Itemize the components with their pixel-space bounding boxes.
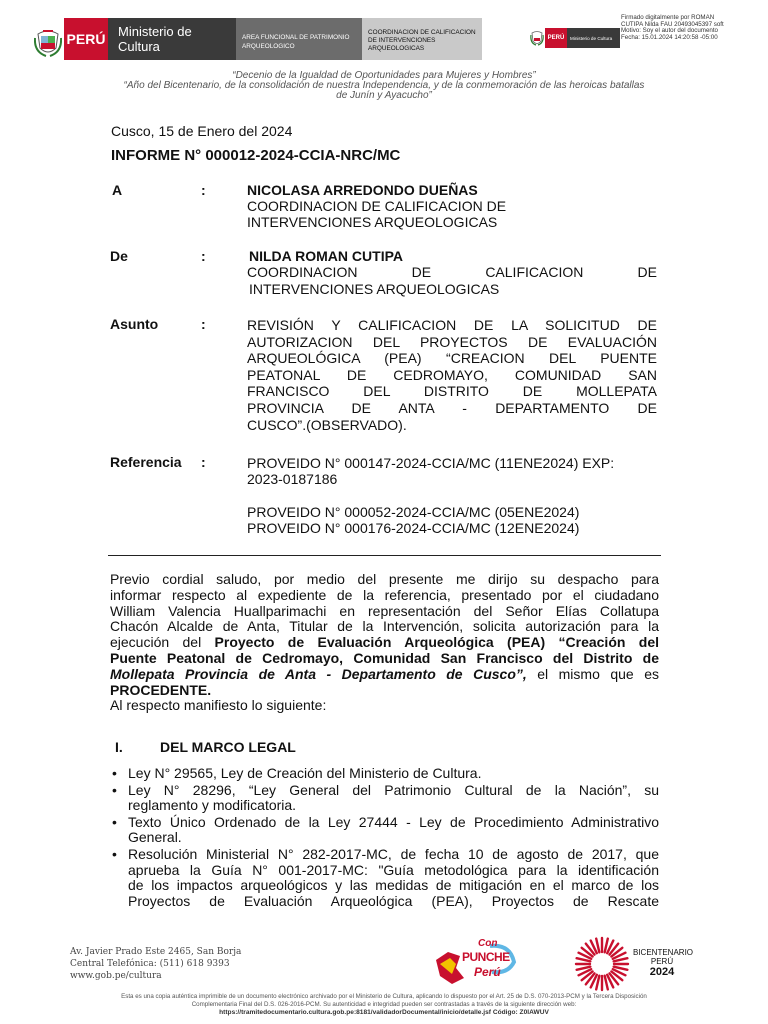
con-punche-peru-logo — [430, 938, 520, 990]
project-name-line: Puente Peatonal de Cedromayo, Comunidad San Francisco del Distrito de — [110, 649, 659, 666]
logo-text-punche: PUNCHE — [462, 950, 510, 964]
slogan-line-1: “Decenio de la Igualdad de Oportunidades para Mujeres y Hombres” — [232, 70, 536, 81]
report-title: INFORME N° 000012-2024-CCIA-NRC/MC — [111, 147, 401, 164]
signature-line: CUTIPA Nilda FAU 20493045397 soft — [621, 20, 724, 28]
reference-colon: : — [201, 454, 206, 470]
subject-text — [247, 317, 657, 433]
paragraph-line: Previo cordial saludo, por medio del presente me dirijo su despacho para — [110, 571, 659, 587]
peru-coat-of-arms-icon — [34, 26, 62, 58]
list-item-text: de los impactos arqueológicos y las medidas de mitigación en el marco de los — [128, 877, 659, 894]
signature-line: Fecha: 15.01.2024 14:20:58 -05:00 — [621, 33, 718, 41]
website-line: www.gob.pe/cultura — [70, 971, 162, 981]
reference-label: Referencia — [110, 454, 182, 470]
authenticity-note-line-1: Esta es una copia auténtica imprimible de un documento electrónico archivado por el Ministerio de Cultura, aplicando lo dispuesto por el Art. 25 de D.S. 070-2013-PCM y la Tercera Disposición — [121, 993, 647, 1000]
slogan-line-3: de Junín y Ayacucho” — [336, 90, 432, 101]
to-role-line-1: COORDINACION DE CALIFICACION DE — [247, 198, 507, 214]
logo-text-peru: Perú — [474, 965, 501, 979]
subject-label: Asunto — [110, 316, 159, 332]
bicentenario-line: PERÚ — [650, 957, 674, 966]
place-date: Cusco, 15 de Enero del 2024 — [111, 123, 293, 139]
coord-line-1: COORDINACION DE CALIFICACION — [368, 29, 476, 36]
subject-line: FRANCISCO DEL DISTRITO DE MOLLEPATA — [247, 383, 657, 400]
subject-line: REVISIÓN Y CALIFICACION DE LA SOLICITUD DE — [247, 317, 657, 333]
digital-signature-stamp — [621, 15, 761, 41]
address-line: Av. Javier Prado Este 2465, San Borja — [70, 947, 242, 957]
paragraph-fragment: el mismo que es — [526, 665, 659, 682]
to-name: NICOLASA ARREDONDO DUEÑAS — [247, 182, 478, 198]
subject-line: ARQUEOLÓGICA (PEA) “CREACION DEL PUENTE — [247, 350, 657, 367]
reference-1-line-2: 2023-0187186 — [247, 471, 338, 487]
list-item — [110, 783, 659, 814]
area-label — [236, 18, 362, 60]
section-title: DEL MARCO LEGAL — [160, 739, 296, 755]
phone-line: Central Telefónica: (511) 618 9393 — [70, 959, 230, 969]
coord-line-3: ARQUEOLOGICAS — [368, 45, 425, 52]
from-colon: : — [201, 248, 206, 264]
subject-colon: : — [201, 316, 206, 332]
area-line-2: ARQUEOLOGICO — [242, 43, 295, 50]
procedente-verdict: PROCEDENTE. — [110, 681, 212, 698]
separator-line — [108, 555, 661, 556]
from-name: NILDA ROMAN CUTIPA — [249, 248, 403, 264]
signature-line: Firmado digitalmente por ROMAN — [621, 14, 715, 21]
list-item-text: • Ley N° 29565, Ley de Creación del Ministerio de Cultura. — [128, 765, 482, 781]
coordination-label — [362, 18, 482, 60]
list-item-text: • Texto Único Ordenado de la Ley 27444 - Ley de Procedimiento Administrativo — [128, 813, 659, 830]
reference-2: PROVEIDO N° 000052-2024-CCIA/MC (05ENE2024) — [247, 504, 580, 520]
institution-header — [64, 18, 482, 60]
subject-line: AUTORIZACION DEL PROYECTOS DE EVALUACIÓN — [247, 333, 657, 350]
slogan-line-2: “Año del Bicentenario, de la consolidación de nuestra Independencia, y de la conmemoración de las heroicas batallas — [123, 80, 645, 91]
legal-framework-list — [110, 766, 659, 910]
list-item — [110, 766, 659, 782]
list-item-text: • Ley N° 28296, “Ley General del Patrimonio Cultural de la Nación”, su — [128, 781, 659, 798]
from-role-line-2: INTERVENCIONES ARQUEOLOGICAS — [249, 281, 500, 297]
paragraph-line: informar respecto al expediente de la referencia, presentado por el ciudadano — [110, 586, 659, 603]
small-ministry-label: Ministerio de Cultura — [567, 28, 620, 48]
small-institution-header — [545, 28, 620, 48]
bicentenario-label — [633, 948, 694, 978]
authenticity-note-line-2: Complementaria Final del D.S. 026-2016-PCM. Su autenticidad e integridad pueden ser contrastadas a través de la siguiente dirección web: — [191, 1001, 577, 1008]
peru-brand-label: PERÚ — [64, 18, 108, 60]
reference-1-line-1: PROVEIDO N° 000147-2024-CCIA/MC (11ENE2024) EXP: — [247, 455, 615, 471]
to-colon: : — [201, 182, 206, 198]
to-label: A — [112, 182, 123, 198]
validation-url[interactable] — [0, 1009, 768, 1016]
paragraph-line: Al respecto manifiesto lo siguiente: — [110, 697, 327, 714]
paragraph-line — [110, 667, 659, 683]
paragraph-line: William Valencia Huallparimachi en representación del Señor Elías Collatupa — [110, 602, 659, 619]
list-item — [110, 815, 659, 846]
small-peru-label: PERÚ — [545, 28, 567, 48]
section-number: I. — [115, 739, 123, 755]
list-item-text: reglamento y modificatoria. — [128, 797, 297, 814]
list-item-text: aprueba la Guía N° 001-2017-MC: "Guía metodológica para la identificación — [128, 861, 659, 878]
list-item-text: Proyectos de Evaluación Arqueológica (PEA), Proyectos de Rescate — [128, 892, 659, 909]
project-name-fragment: Mollepata Provincia de Anta - Departamento de Cusco”, — [110, 665, 527, 682]
ministry-label: Ministerio de Cultura — [108, 18, 236, 60]
list-item — [110, 847, 659, 909]
footer-address — [70, 946, 241, 982]
signature-line: Motivo: Soy el autor del documento — [621, 27, 718, 35]
to-role-line-2: INTERVENCIONES ARQUEOLOGICAS — [247, 214, 498, 230]
subject-line: CUSCO”.(OBSERVADO). — [247, 416, 407, 433]
from-label: De — [110, 248, 128, 264]
coord-line-2: DE INTERVENCIONES — [368, 37, 436, 44]
logo-text-con: Con — [478, 938, 498, 949]
paragraph-fragment: ejecución del — [110, 634, 215, 651]
from-role-line-1: COORDINACION DE CALIFICACION DE — [247, 264, 657, 280]
list-item-text: • Resolución Ministerial N° 282-2017-MC, de fecha 10 de agosto de 2017, que — [128, 845, 659, 862]
paragraph-line: Chacón Alcalde de Anta, Titular de la Intervención, solicita autorización para la — [110, 618, 659, 635]
subject-line: PROVINCIA DE ANTA - DEPARTAMENTO DE — [247, 399, 657, 416]
bicentenario-line: BICENTENARIO — [633, 948, 694, 957]
subject-line: PEATONAL DE CEDROMAYO, COMUNIDAD SAN — [247, 366, 657, 383]
area-line-1: AREA FUNCIONAL DE PATRIMONIO — [242, 34, 350, 41]
bicentenario-sun-icon — [574, 936, 630, 992]
validation-url-text[interactable]: https://tramitedocumentario.cultura.gob.pe:8181/validadorDocumental/inicio/detalle.jsf Código: Z0IAWUV — [219, 1009, 549, 1016]
project-name-fragment: Proyecto de Evaluación Arqueológica (PEA) “Creación del — [214, 634, 659, 651]
reference-3: PROVEIDO N° 000176-2024-CCIA/MC (12ENE2024) — [247, 520, 580, 536]
intro-paragraph — [110, 572, 659, 714]
paragraph-line — [110, 635, 659, 651]
bicentenario-year: 2024 — [649, 966, 675, 978]
small-coat-of-arms-icon — [530, 29, 544, 47]
list-item-text: General. — [128, 829, 182, 846]
